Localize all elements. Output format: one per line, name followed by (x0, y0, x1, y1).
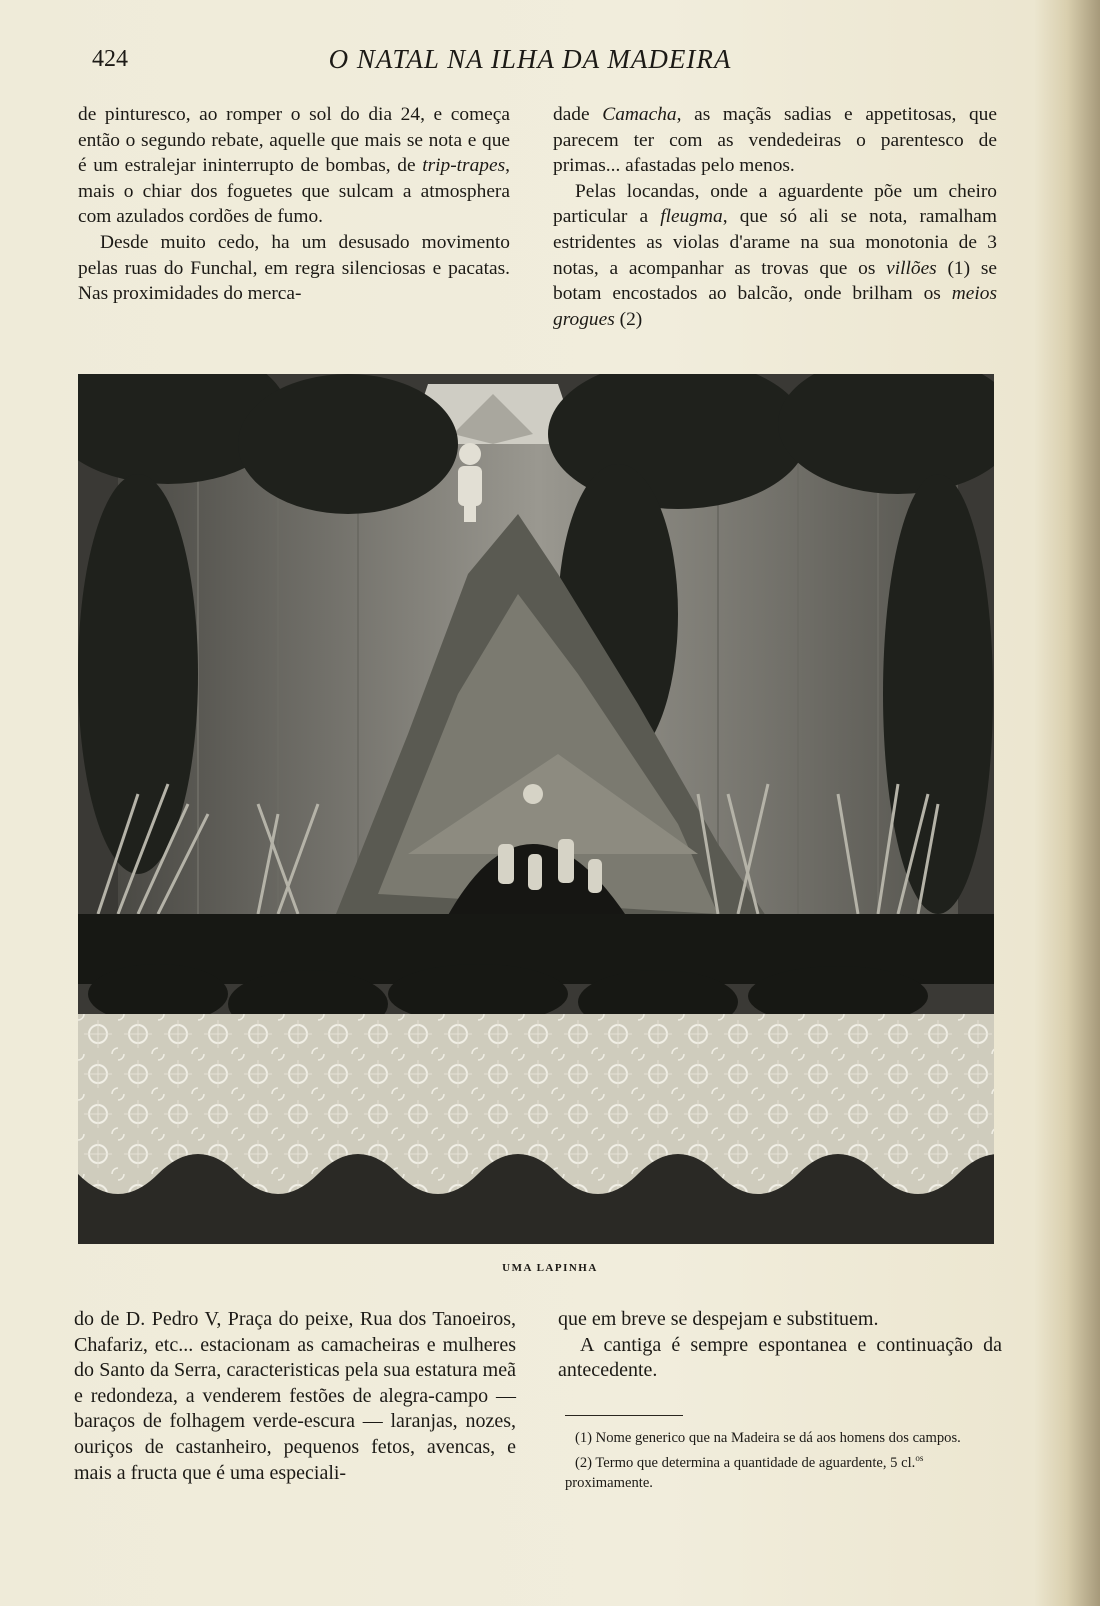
italic-term: villões (886, 257, 937, 279)
paragraph: do de D. Pedro V, Praça do peixe, Rua dos Tanoeiros, Chafariz, etc... estacionam as camacheiras e mulheres do Santo da Serra, caracteristicas pela sua estatura meã e redondeza, a venderem festões de alegra-campo — baraços de folhagem verde-escura — laranjas, nozes, ouriços de castanheiro, pequenos fetos, avencas, e mais a fructa que é uma especiali- (74, 1308, 516, 1484)
photo-illustration (78, 374, 994, 1244)
top-right-column (553, 102, 997, 332)
italic-term: trip-trapes (422, 155, 506, 177)
top-left-column (78, 102, 510, 307)
running-title: O NATAL NA ILHA DA MADEIRA (328, 44, 732, 74)
paragraph (553, 179, 997, 333)
text-run: (2) (614, 308, 643, 330)
lace-tablecloth (78, 1014, 994, 1244)
text-run: Pelas locandas, onde a aguardente põe um cheiro particular a (553, 180, 997, 228)
paragraph (553, 102, 997, 179)
paragraph: A cantiga é sempre espontanea e continuação da antecedente. (558, 1333, 1002, 1382)
italic-term: meios grogues (553, 283, 997, 330)
text-run: de pinturesco, ao romper o sol do dia 24, e começa então o segundo rebate, aquelle que mais se nota e que é um estralejar ininterrupto de bombas, de (78, 104, 510, 177)
bottom-left-column (74, 1307, 516, 1486)
nativity-scene-photo (78, 374, 994, 1244)
footnote-1: (1) Nome generico que na Madeira se dá aos homens dos campos. (575, 1430, 961, 1446)
footnote-2 (565, 1448, 1005, 1493)
text-run: (1) se botam encostados ao balcão, onde brilham os (553, 257, 997, 305)
text-run: dade (553, 104, 603, 125)
footnote-2-tail: proximamente. (565, 1474, 653, 1491)
footnote-2-text: (2) Termo que determina a quantidade de aguardente, 5 cl. (575, 1454, 916, 1471)
text-run: , as maçãs sadias e appetitosas, que parecem ter com as vendedeiras o parentesco de primas... afastadas pelo menos. (553, 104, 997, 177)
italic-term: fleugma (660, 206, 723, 228)
paragraph: que em breve se despejam e substituem. (558, 1308, 879, 1330)
footnotes (565, 1428, 1005, 1493)
bottom-right-column (558, 1307, 1002, 1384)
text-run: , que só ali se nota, ramalham estridentes as violas d'arame na sua monotonia de 3 notas, a acompanhar as trovas que os (553, 206, 997, 279)
footnote-rule (565, 1415, 683, 1416)
paragraph (78, 102, 510, 230)
figure-caption: UMA LAPINHA (502, 1262, 598, 1274)
text-run: , mais o chiar dos foguetes que sulcam a atmosphera com azulados cordões de fumo. (78, 155, 510, 228)
italic-term: Camacha (602, 104, 677, 125)
footnote-2-superscript: os (915, 1453, 924, 1463)
paragraph: Desde muito cedo, ha um desusado movimento pelas ruas do Funchal, em regra silenciosas e pacatas. Nas proximidades do merca- (78, 231, 510, 305)
page-number: 424 (92, 46, 128, 72)
